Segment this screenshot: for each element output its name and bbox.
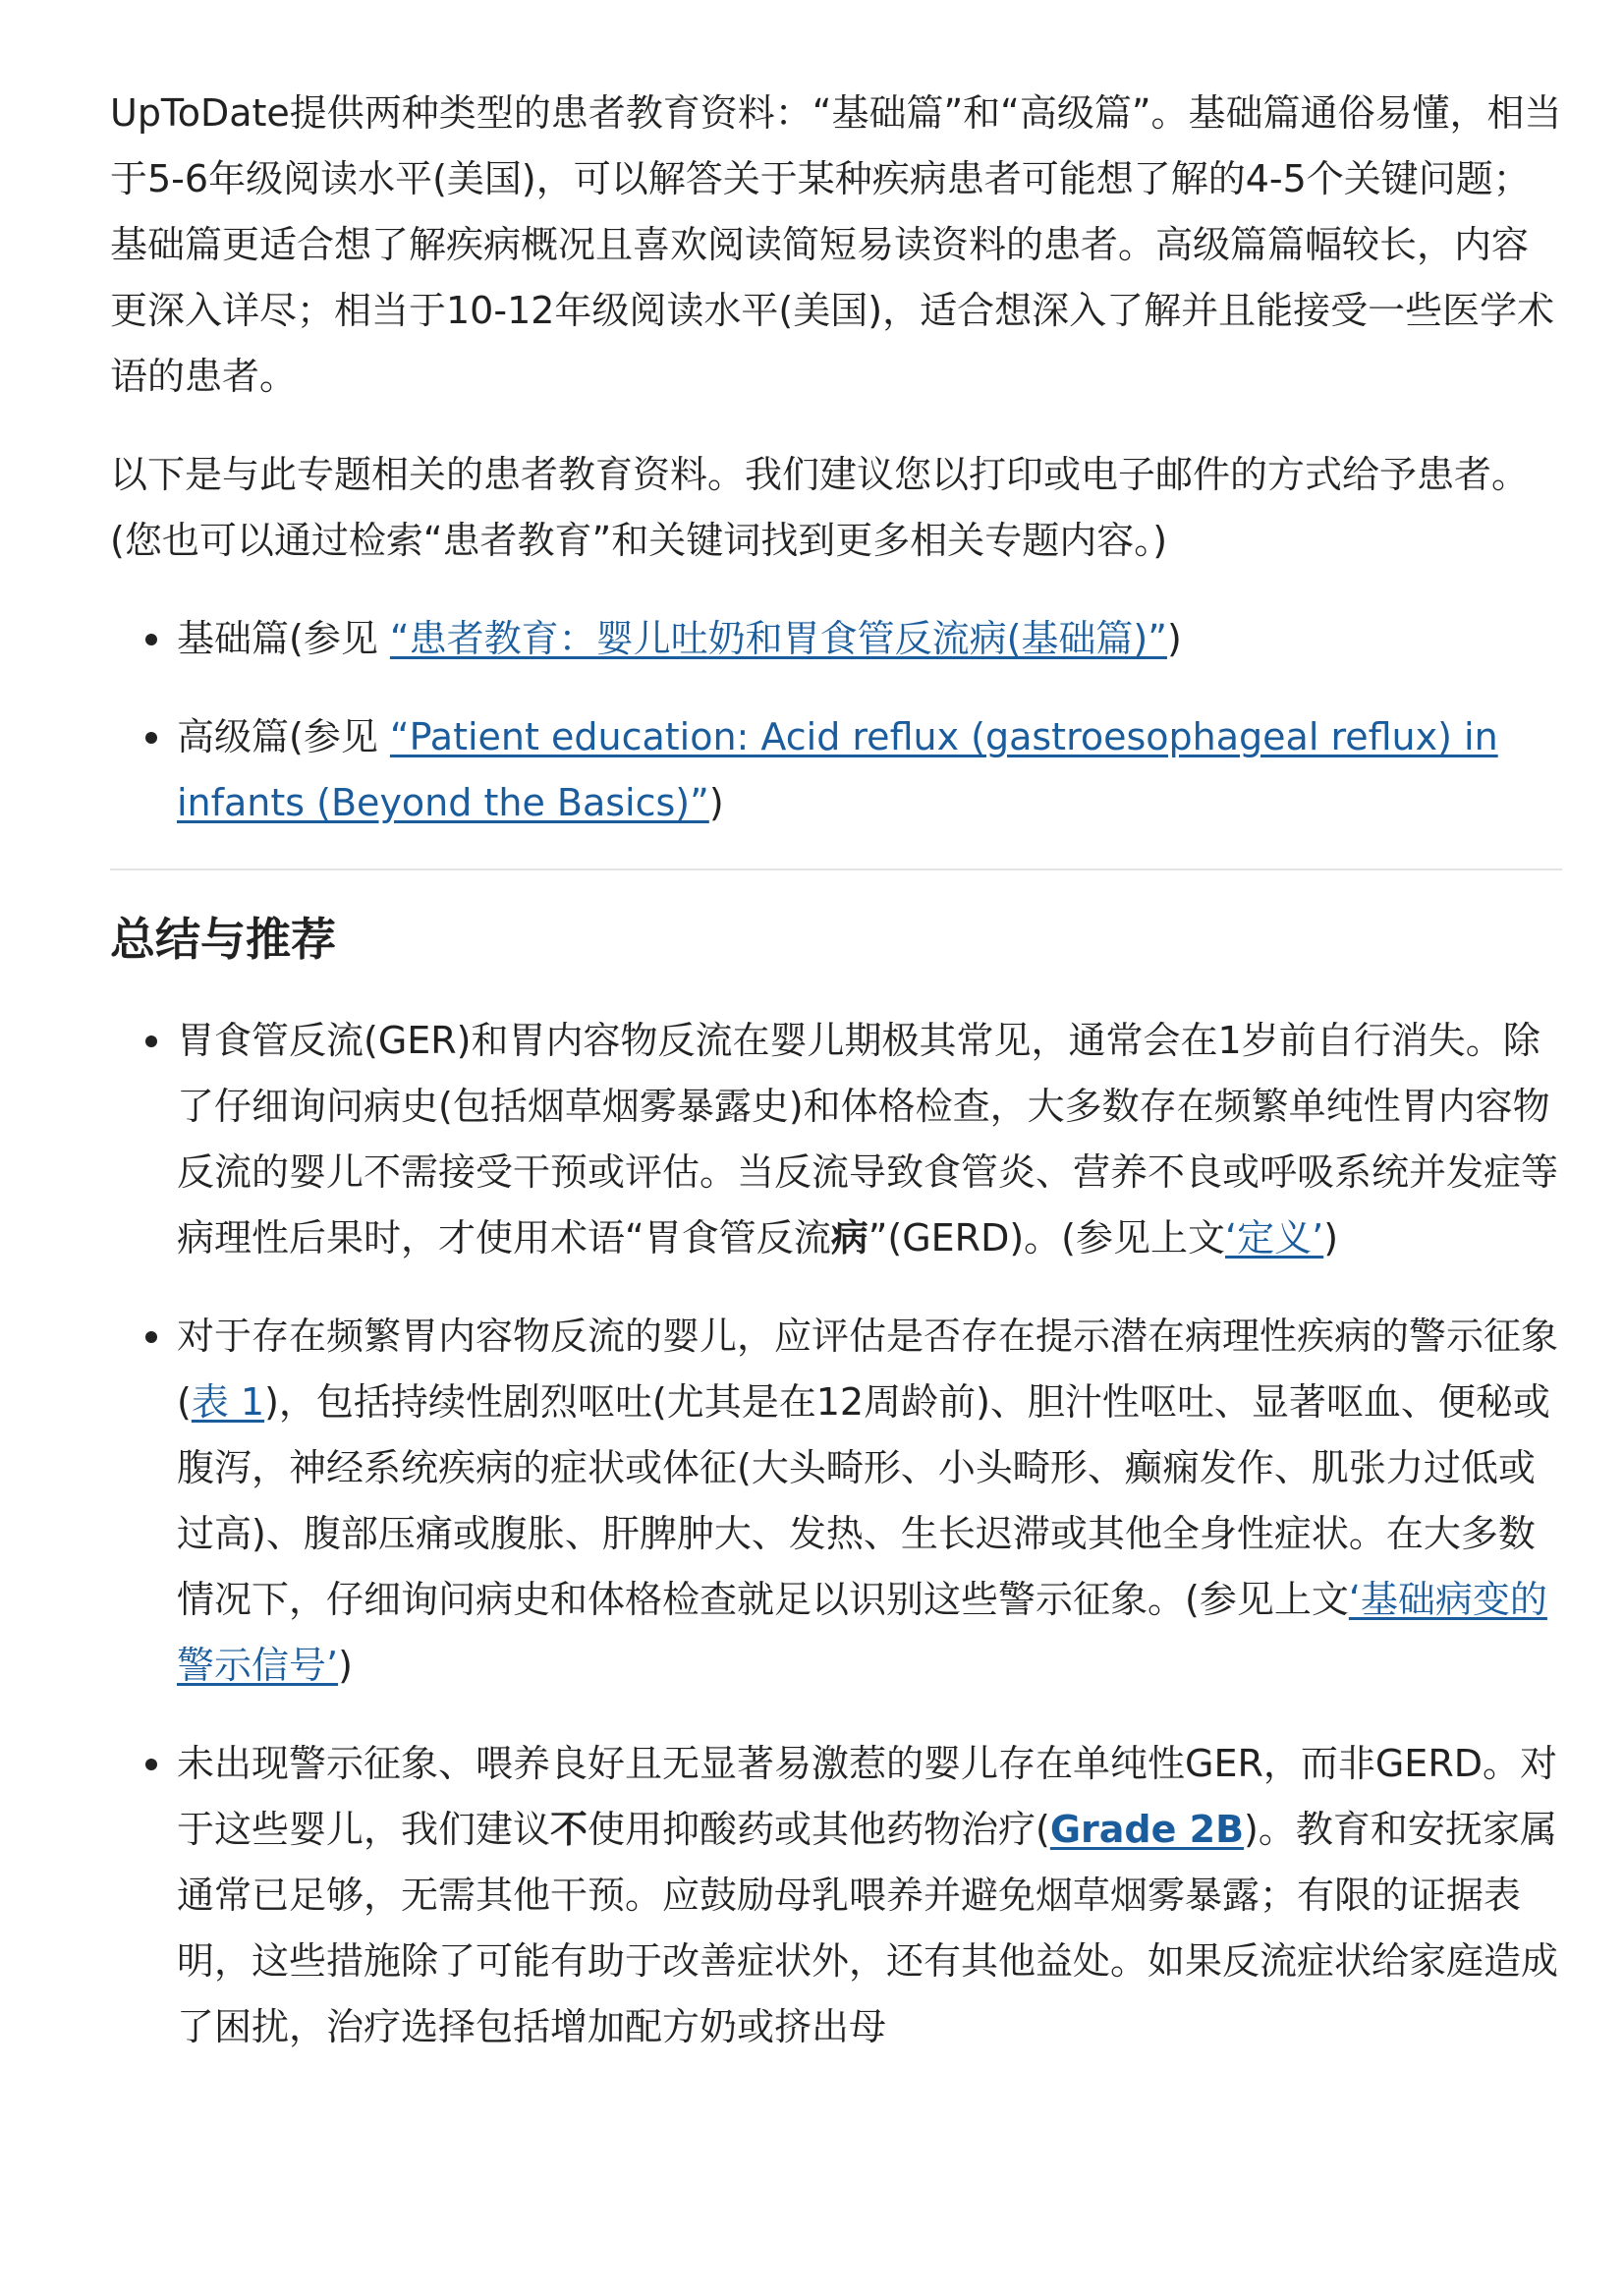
patient-education-beyond-item bbox=[110, 704, 1562, 836]
patient-education-list bbox=[110, 606, 1562, 836]
grade-2b-link[interactable]: Grade 2B bbox=[1049, 1808, 1245, 1851]
summary-2-text-b: )，包括持续性剧烈呕吐(尤其是在12周龄前)、胆汁性呕吐、显著呕血、便秘或腹泻，神经系统疾病的症状或体征(大头畸形、小头畸形、癫痫发作、肌张力过低或过高)、腹部压痛或腹胀、肝脾肿大、发热、生长迟滞或其他全身性症状。在大多数情况下，仔细询问病史和体格检查就足以识别这些警示征象。(参见上文 bbox=[177, 1380, 1550, 1621]
summary-list bbox=[110, 1008, 1562, 2060]
summary-item-definition bbox=[110, 1008, 1562, 1271]
summary-2-text-a: 对于存在频繁胃内容物反流的婴儿，应评估是否存在提示潜在病理性疾病的警示征象( bbox=[177, 1315, 1559, 1424]
summary-3-text-b: 使用抑酸药或其他药物治疗( bbox=[588, 1808, 1050, 1851]
summary-3-text-c: )。教育和安抚家属通常已足够，无需其他干预。应鼓励母乳喂养并避免烟草烟雾暴露；有限的证据表明，这些措施除了可能有助于改善症状外，还有其他益处。如果反流症状给家庭造成了困扰，治疗选择包括增加配方奶或挤出母 bbox=[177, 1808, 1559, 2048]
beyond-topic-link[interactable]: “Patient education: Acid reflux (gastroesophageal reflux) in infants (Beyond the Basics)” bbox=[177, 715, 1498, 824]
definition-link[interactable]: ‘定义’ bbox=[1225, 1216, 1324, 1259]
summary-item-treatment bbox=[110, 1731, 1562, 2060]
summary-3-text-a: 未出现警示征象、喂养良好且无显著易激惹的婴儿存在单纯性GER，而非GERD。对于这些婴儿，我们建议 bbox=[177, 1742, 1557, 1851]
summary-heading: 总结与推荐 bbox=[110, 913, 336, 966]
intro-paragraph-recommendation: 以下是与此专题相关的患者教育资料。我们建议您以打印或电子邮件的方式给予患者。(您也可以通过检索“患者教育”和关键词找到更多相关专题内容。) bbox=[110, 453, 1530, 562]
basics-topic-link[interactable]: “患者教育：婴儿吐奶和胃食管反流病(基础篇)” bbox=[389, 617, 1167, 660]
summary-2-text-c: ) bbox=[338, 1644, 353, 1687]
warning-signs-link[interactable]: ‘基础病变的警示信号’ bbox=[177, 1578, 1547, 1687]
summary-3-bold: 不 bbox=[550, 1808, 588, 1851]
document-page bbox=[110, 81, 1562, 2093]
section-divider bbox=[110, 868, 1562, 870]
summary-1-text-c: ) bbox=[1323, 1216, 1339, 1259]
table-1-link[interactable]: 表 1 bbox=[191, 1380, 265, 1424]
summary-item-warning-signs bbox=[110, 1304, 1562, 1699]
patient-education-basics-item bbox=[110, 606, 1562, 672]
beyond-prefix: 高级篇(参见 bbox=[177, 715, 390, 758]
summary-1-text-a: 胃食管反流(GER)和胃内容物反流在婴儿期极其常见，通常会在1岁前自行消失。除了仔细询问病史(包括烟草烟雾暴露史)和体格检查，大多数存在频繁单纯性胃内容物反流的婴儿不需接受干预或评估。当反流导致食管炎、营养不良或呼吸系统并发症等病理性后果时，才使用术语“胃食管反流 bbox=[177, 1019, 1559, 1259]
basics-suffix: ) bbox=[1166, 617, 1182, 660]
summary-1-bold: 病 bbox=[830, 1216, 868, 1259]
basics-prefix: 基础篇(参见 bbox=[177, 617, 390, 660]
summary-1-text-b: ”(GERD)。(参见上文 bbox=[868, 1216, 1226, 1259]
beyond-suffix: ) bbox=[708, 781, 724, 824]
intro-paragraph-types: UpToDate提供两种类型的患者教育资料：“基础篇”和“高级篇”。基础篇通俗易懂，相当于5-6年级阅读水平(美国)，可以解答关于某种疾病患者可能想了解的4-5个关键问题；基础篇更适合想了解疾病概况且喜欢阅读简短易读资料的患者。高级篇篇幅较长，内容更深入详尽；相当于10-12年级阅读水平(美国)，适合想深入了解并且能接受一些医学术语的患者。 bbox=[110, 91, 1562, 398]
